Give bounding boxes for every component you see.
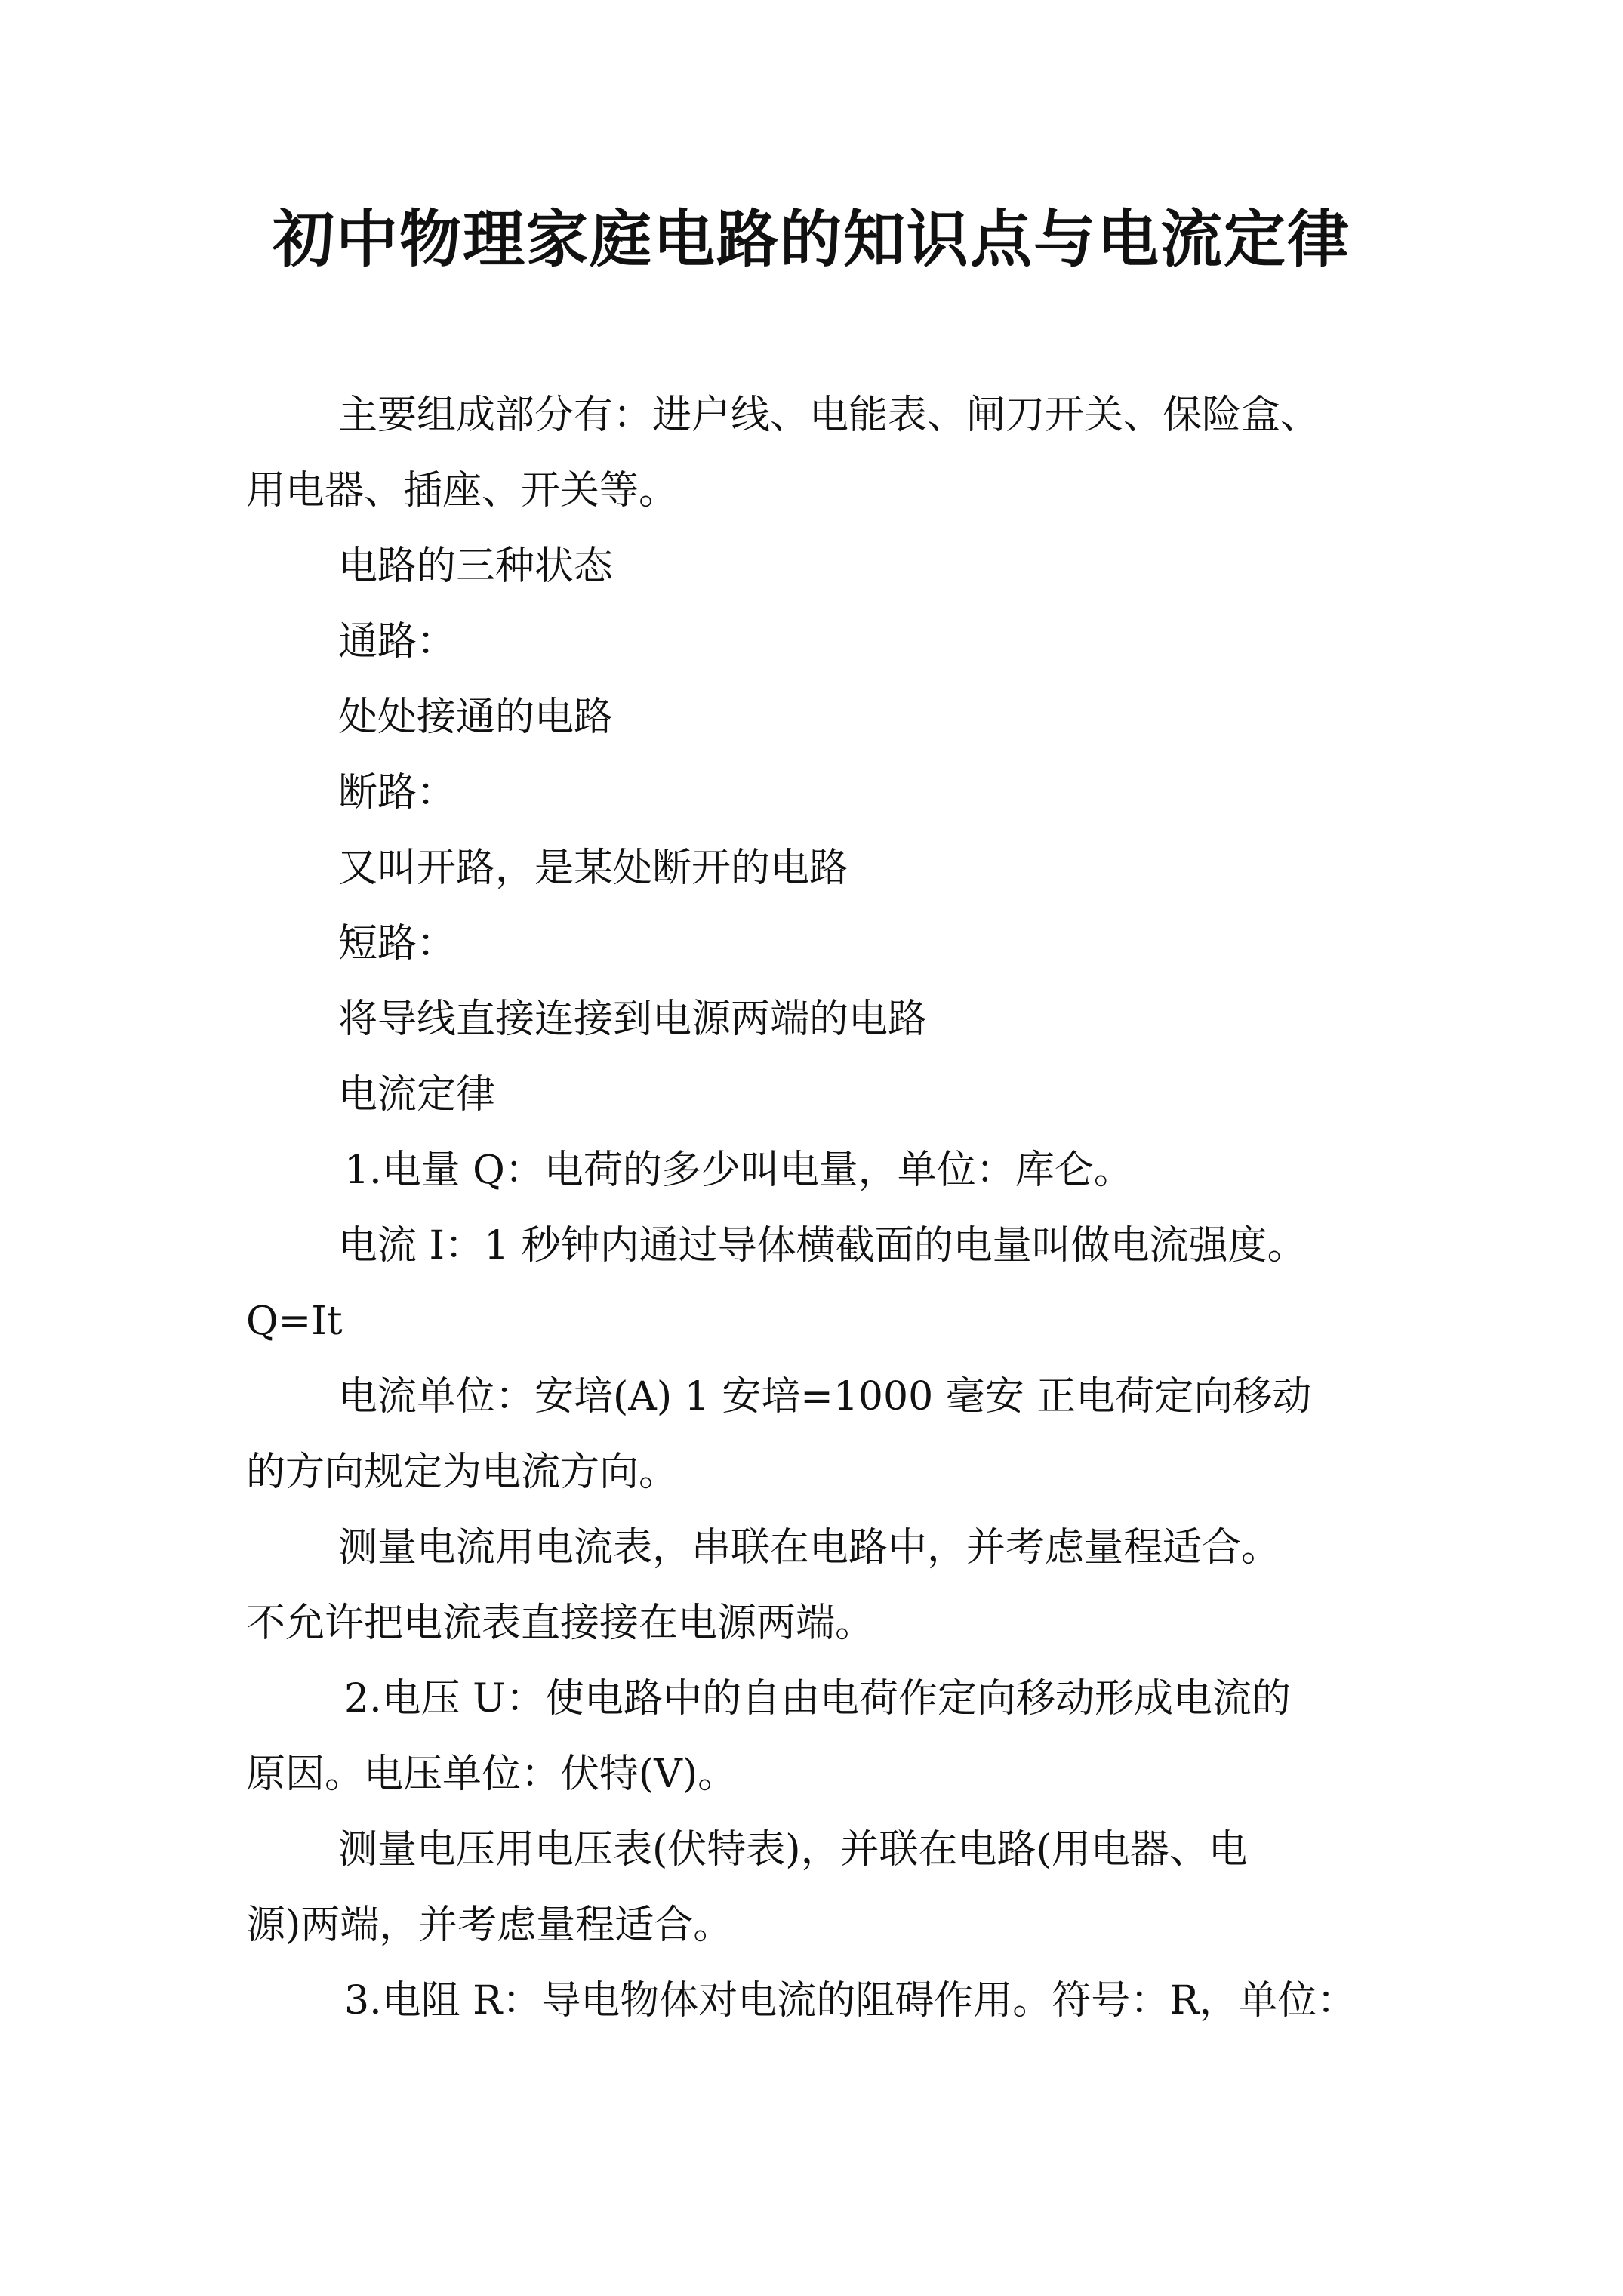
paragraph-line: 3.电阻 R：导电物体对电流的阻碍作用。符号：R，单位： [344, 1978, 1357, 2023]
term-label: 断路： [338, 770, 457, 815]
term-label: 通路： [338, 619, 457, 664]
paragraph-line: 电流单位：安培(A) 1 安培=1000 毫安 正电荷定向移动 [338, 1374, 1312, 1419]
paragraph-line: 原因。电压单位：伏特(V)。 [246, 1752, 738, 1797]
paragraph-line: 测量电压用电压表(伏特表)，并联在电路(用电器、电 [338, 1827, 1248, 1872]
paragraph-line: 电流 I：1 秒钟内通过导体横截面的电量叫做电流强度。 [338, 1223, 1307, 1268]
paragraph-line: 的方向规定为电流方向。 [246, 1450, 679, 1495]
section-heading: 电流定律 [338, 1072, 496, 1117]
section-heading: 电路的三种状态 [338, 544, 614, 589]
document-body [246, 378, 1378, 2039]
term-definition: 将导线直接连接到电源两端的电路 [338, 997, 928, 1042]
term-definition: 又叫开路，是某处断开的电路 [338, 846, 849, 891]
paragraph-line: 主要组成部分有：进户线、电能表、闸刀开关、保险盒、 [338, 393, 1320, 438]
term-label: 短路： [338, 921, 457, 966]
term-definition: 处处接通的电路 [338, 695, 614, 740]
paragraph-line: 测量电流用电流表，串联在电路中，并考虑量程适合。 [338, 1525, 1281, 1570]
paragraph-line: 不允许把电流表直接接在电源两端。 [246, 1601, 875, 1646]
paragraph-line: 源)两端，并考虑量程适合。 [246, 1903, 733, 1948]
paragraph-line: 2.电压 U：使电路中的自由电荷作定向移动形成电流的 [344, 1676, 1291, 1721]
paragraph-line: 1.电量 Q：电荷的多少叫电量，单位：库仑。 [344, 1148, 1133, 1193]
document-title: 初中物理家庭电路的知识点与电流定律 [272, 203, 1350, 276]
formula-line: Q=It [246, 1299, 343, 1344]
paragraph-line: 用电器、插座、开关等。 [246, 468, 679, 513]
